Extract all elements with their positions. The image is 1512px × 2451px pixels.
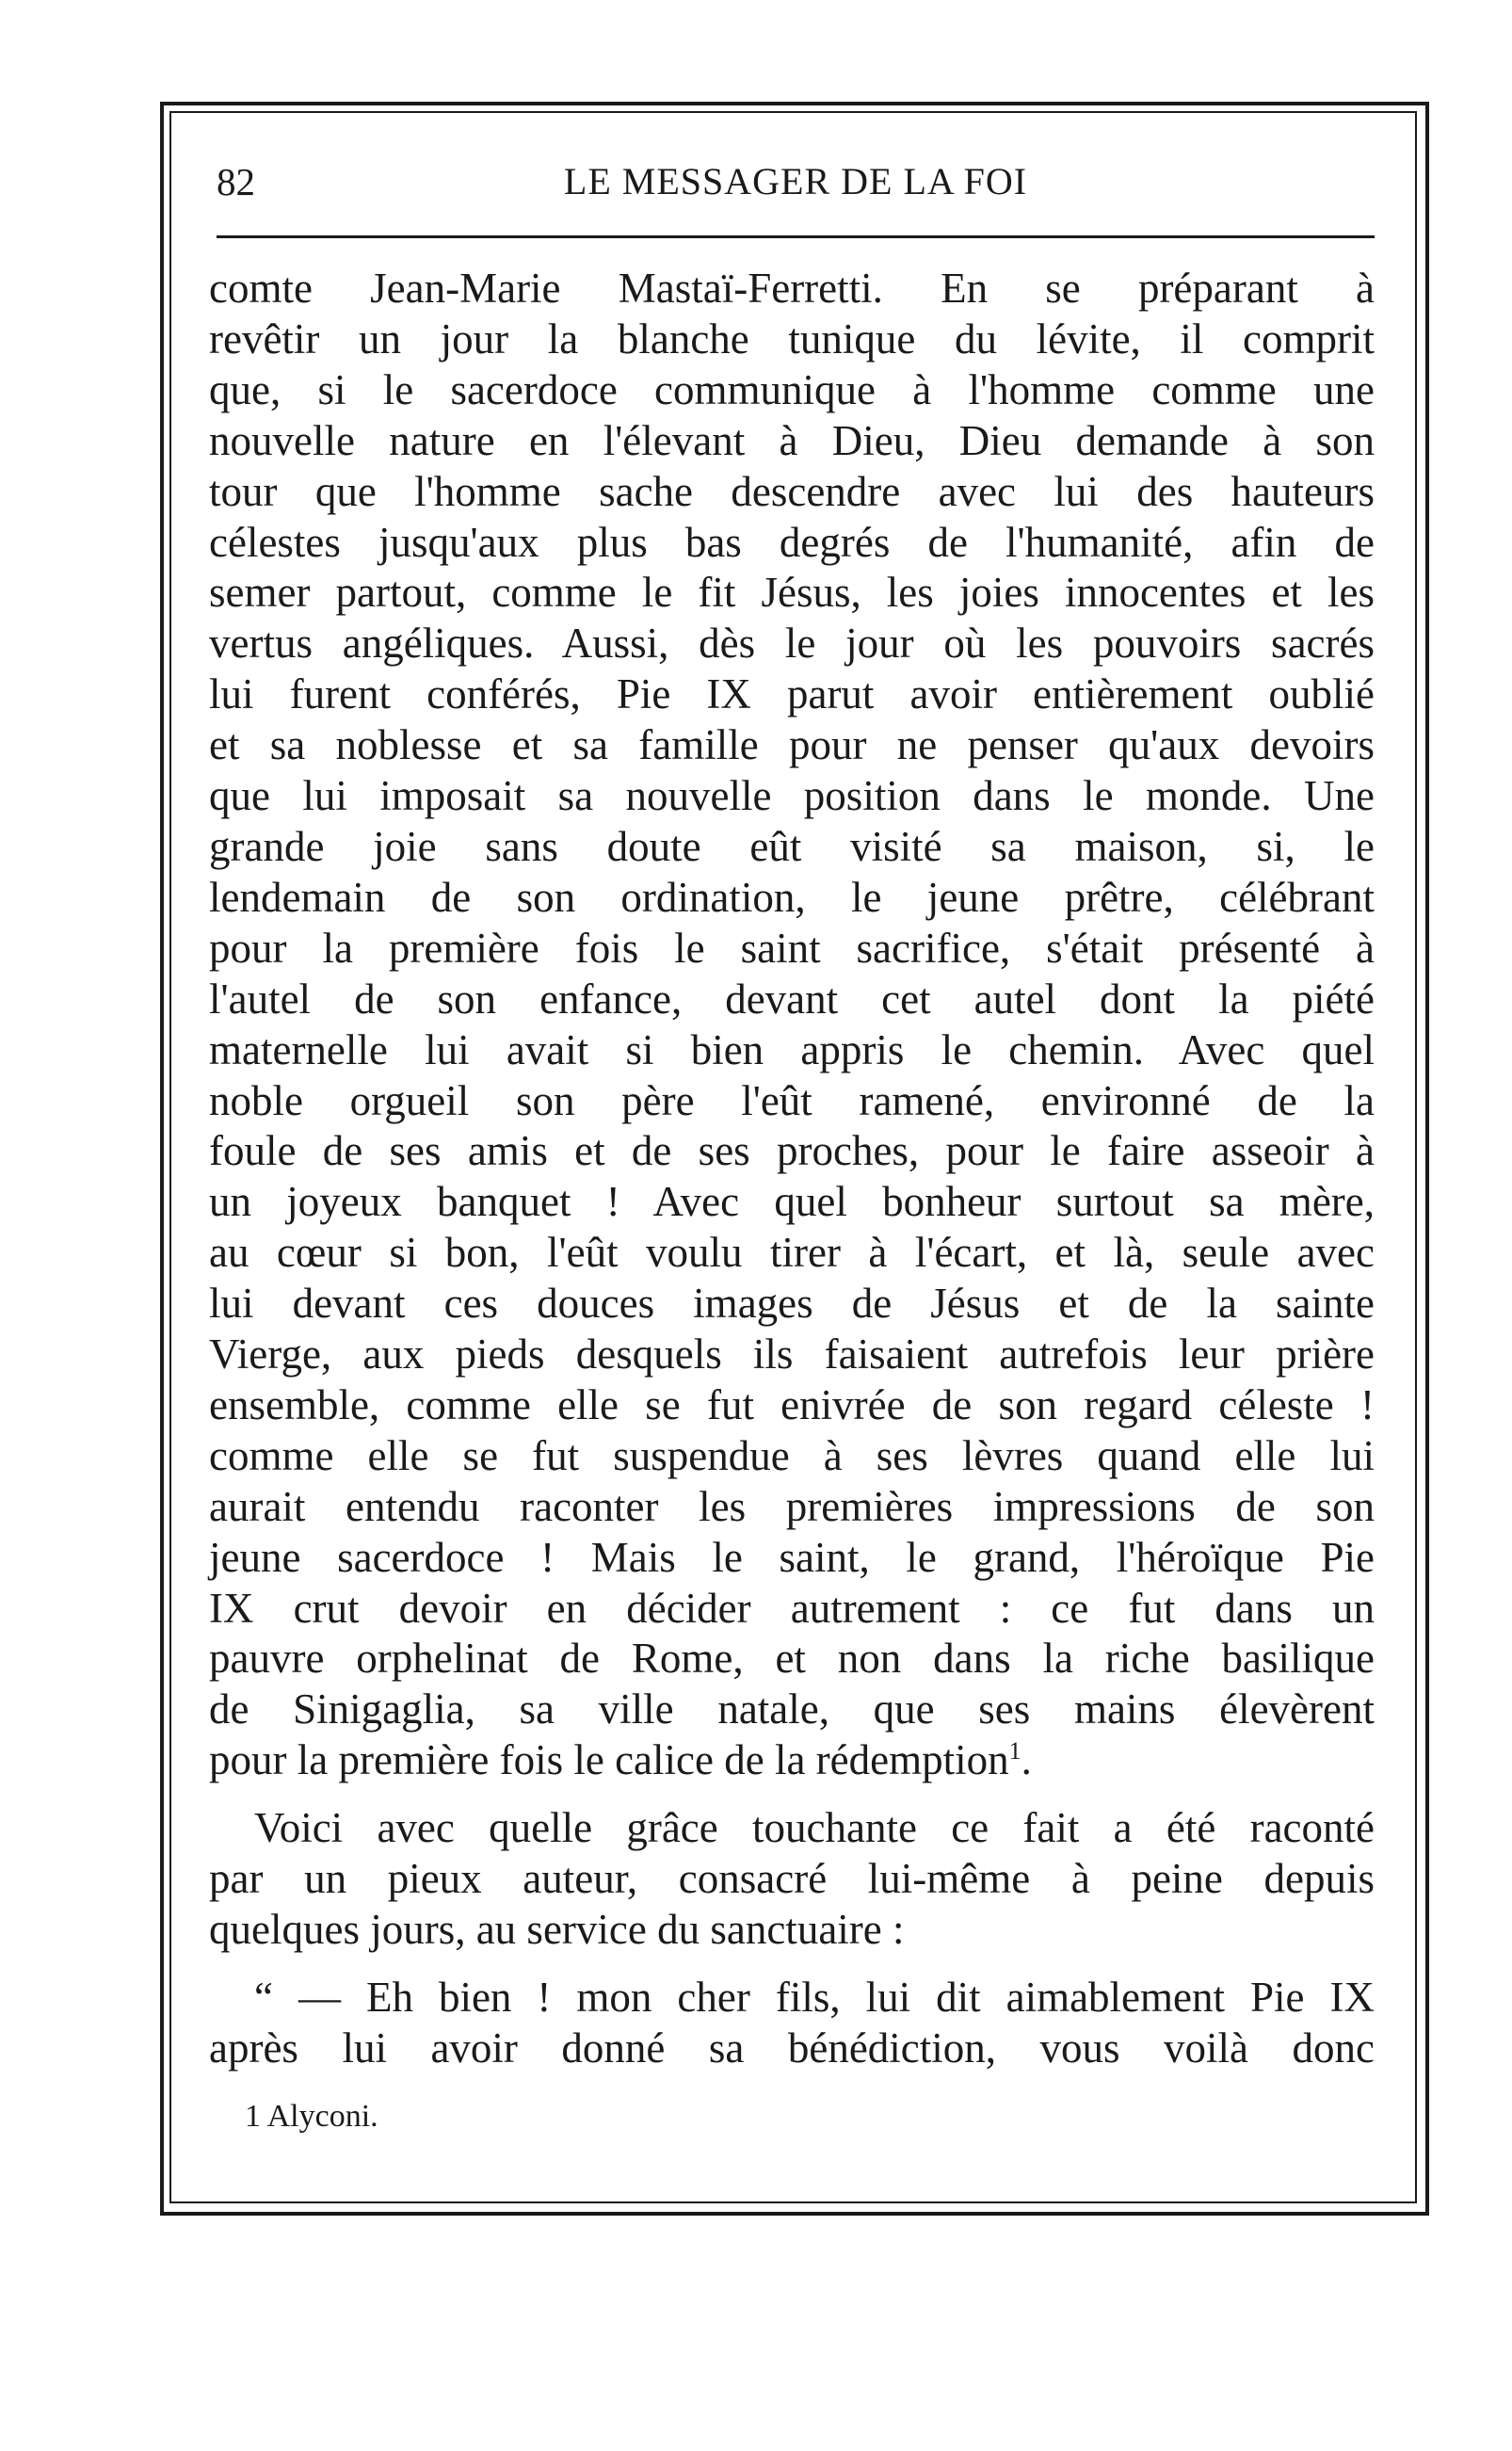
text-line <box>209 1735 1375 1786</box>
paragraph-3 <box>209 1973 1375 2074</box>
footnote: 1 Alyconi. <box>245 2099 378 2134</box>
text-line: un joyeux banquet ! Avec quel bonheur surtout sa mère, <box>209 1178 1375 1226</box>
body-text <box>209 264 1375 2074</box>
text-line: et sa noblesse et sa famille pour ne penser qu'aux devoirs <box>209 721 1375 769</box>
running-head <box>217 149 1375 215</box>
text-line: comme elle se fut suspendue à ses lèvres quand elle lui <box>209 1431 1375 1479</box>
text-line: que lui imposait sa nouvelle position dans le monde. Une <box>209 772 1375 820</box>
text-line: “ — Eh bien ! mon cher fils, lui dit aimablement Pie IX <box>254 1973 1375 2021</box>
paragraph-2 <box>209 1803 1375 1956</box>
page-number: 82 <box>217 160 255 203</box>
text-line: célestes jusqu'aux plus bas degrés de l'humanité, afin de <box>209 518 1375 566</box>
text-line: maternelle lui avait si bien appris le chemin. Avec quel <box>209 1025 1375 1073</box>
text-line: aurait entendu raconter les premières impressions de son <box>209 1482 1375 1530</box>
text-line: ensemble, comme elle se fut enivrée de son regard céleste ! <box>209 1380 1375 1428</box>
text-line: noble orgueil son père l'eût ramené, environné de la <box>209 1076 1375 1124</box>
text-line: lui devant ces douces images de Jésus et de la sainte <box>209 1280 1375 1328</box>
header-rule <box>217 235 1375 238</box>
text-line: nouvelle nature en l'élevant à Dieu, Dieu demande à son <box>209 416 1375 464</box>
text-line-period: . <box>1021 1736 1032 1784</box>
paragraph-break <box>209 1956 1375 1973</box>
text-line: tour que l'homme sache descendre avec lui des hauteurs <box>209 467 1375 515</box>
text-line: vertus angéliques. Aussi, dès le jour où les pouvoirs sacrés <box>209 620 1375 668</box>
footnote-reference: 1 <box>1008 1737 1021 1766</box>
text-line: pour la première fois le saint sacrifice, s'était présenté à <box>209 924 1375 972</box>
text-line: de Sinigaglia, sa ville natale, que ses mains élevèrent <box>209 1685 1375 1733</box>
text-line: lui furent conférés, Pie IX parut avoir entièrement oublié <box>209 670 1375 718</box>
text-line: IX crut devoir en décider autrement : ce fut dans un <box>209 1584 1375 1632</box>
text-line: après lui avoir donné sa bénédiction, vous voilà donc <box>209 2024 1375 2072</box>
text-line: que, si le sacerdoce communique à l'homme comme une <box>209 365 1375 413</box>
text-line: jeune sacerdoce ! Mais le saint, le grand, l'héroïque Pie <box>209 1533 1375 1581</box>
text-line: Voici avec quelle grâce touchante ce fait a été raconté <box>254 1804 1375 1852</box>
text-line: au cœur si bon, l'eût voulu tirer à l'écart, et là, seule avec <box>209 1229 1375 1277</box>
text-line: foule de ses amis et de ses proches, pour le faire asseoir à <box>209 1127 1375 1175</box>
paragraph-1 <box>209 264 1375 1786</box>
text-line-content: pour la première fois le calice de la rédemption <box>209 1736 1009 1784</box>
text-line: comte Jean-Marie Mastaï-Ferretti. En se préparant à <box>209 265 1375 312</box>
paragraph-break <box>209 1786 1375 1803</box>
text-line: lendemain de son ordination, le jeune prêtre, célébrant <box>209 873 1375 921</box>
text-line: pauvre orphelinat de Rome, et non dans la riche basilique <box>209 1635 1375 1683</box>
text-line: grande joie sans doute eût visité sa maison, si, le <box>209 822 1375 870</box>
text-line: revêtir un jour la blanche tunique du lévite, il comprit <box>209 314 1375 363</box>
text-line: Vierge, aux pieds desquels ils faisaient autrefois leur prière <box>209 1330 1375 1379</box>
text-line: par un pieux auteur, consacré lui-même à peine depuis <box>209 1855 1375 1903</box>
text-line: quelques jours, au service du sanctuaire : <box>209 1906 905 1953</box>
running-title: LE MESSAGER DE LA FOI <box>563 160 1028 202</box>
text-line: l'autel de son enfance, devant cet autel dont la piété <box>209 975 1375 1023</box>
text-line: semer partout, comme le fit Jésus, les joies innocentes et les <box>209 569 1375 617</box>
